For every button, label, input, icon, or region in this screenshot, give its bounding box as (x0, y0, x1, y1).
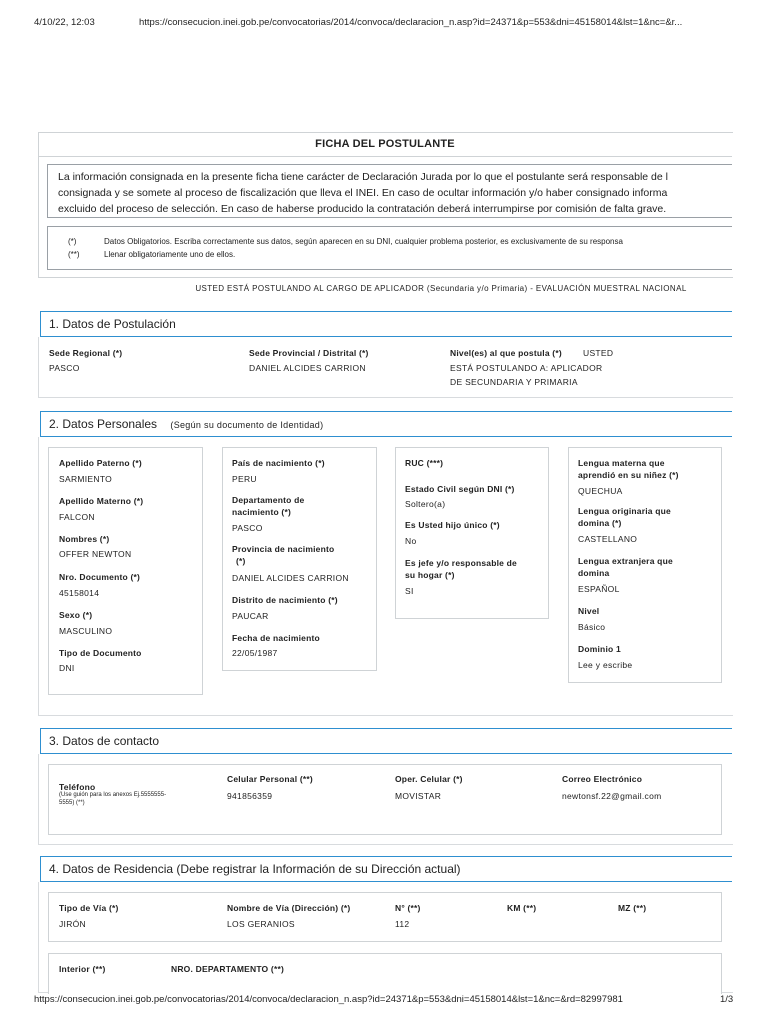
lengua-extranjera-value: ESPAÑOL (578, 584, 620, 594)
mz-label: MZ (**) (618, 903, 647, 913)
correo-value: newtonsf.22@gmail.com (562, 791, 662, 801)
celular-value: 941856359 (227, 791, 273, 801)
sexo-value: MASCULINO (59, 626, 113, 636)
pais-nacimiento-value: PERU (232, 474, 257, 484)
section-title: 3. Datos de contacto (49, 734, 160, 748)
section-contacto-header (40, 728, 732, 754)
nivel-postula-value: ESTÁ POSTULANDO A: APLICADOR (450, 363, 603, 373)
tipo-via-value: JIRÓN (59, 919, 86, 929)
tipo-via-label: Tipo de Vía (*) (59, 903, 119, 913)
jefe-hogar-value: SI (405, 586, 414, 596)
sede-provincial-value: DANIEL ALCIDES CARRION (249, 363, 366, 373)
jefe-hogar-label: su hogar (*) (405, 570, 455, 580)
notes-box (47, 226, 732, 270)
provincia-nacimiento-value: DANIEL ALCIDES CARRION (232, 573, 349, 583)
nivel-postula-value: DE SECUNDARIA Y PRIMARIA (450, 377, 578, 387)
hijo-unico-label: Es Usted hijo único (*) (405, 520, 500, 530)
apellido-paterno-value: SARMIENTO (59, 474, 113, 484)
nro-departamento-label: NRO. DEPARTAMENTO (**) (171, 964, 285, 974)
declaration-line: La información consignada en la presente ficha tiene carácter de Declaración Jurada por lo que el postulante será responsable de l (58, 171, 668, 183)
section-title: 1. Datos de Postulación (49, 317, 176, 331)
nivel-idioma-value: Básico (578, 622, 606, 632)
note-either (68, 250, 235, 259)
section-title: 4. Datos de Residencia (Debe registrar la Información de su Dirección actual) (49, 862, 461, 876)
lengua-extranjera-label: Lengua extranjera que (578, 556, 673, 566)
operador-value: MOVISTAR (395, 791, 442, 801)
nivel-postula-label: Nivel(es) al que postula (*) (450, 348, 562, 358)
correo-label: Correo Electrónico (562, 774, 643, 784)
km-label: KM (**) (507, 903, 537, 913)
section-residencia-header (40, 856, 732, 882)
jefe-hogar-label: Es jefe y/o responsable de (405, 558, 517, 568)
section-personales-header (40, 411, 732, 437)
nivel-postula-value: USTED (583, 348, 614, 358)
nro-documento-value: 45158014 (59, 588, 100, 598)
note-mark: (*) (68, 237, 77, 246)
departamento-nacimiento-label: nacimiento (*) (232, 507, 292, 517)
provincia-nacimiento-label: (*) (236, 556, 246, 566)
dominio-label: Dominio 1 (578, 644, 621, 654)
lengua-materna-label: aprendió en su niñez (*) (578, 470, 679, 480)
provincia-nacimiento-label: Provincia de nacimiento (232, 544, 335, 554)
personal-panel-3 (395, 447, 549, 619)
numero-value: 112 (395, 919, 410, 929)
lengua-originaria-label: domina (*) (578, 518, 622, 528)
section-postulacion-header (40, 311, 732, 337)
apellido-materno-label: Apellido Materno (*) (59, 496, 144, 506)
print-page-number: 1/3 (720, 994, 734, 1005)
telefono-hint: (Use guión para los anexos Ej.5555555- (59, 792, 167, 798)
print-url: https://consecucion.inei.gob.pe/convocatorias/2014/convoca/declaracion_n.asp?id=24371&p=553&dni=45158014&lst=1&nc=&r... (139, 17, 683, 28)
telefono-hint: 5555) (**) (59, 800, 85, 806)
telefono-label: Teléfono (59, 782, 96, 792)
section-subtitle: (Según su documento de Identidad) (170, 420, 324, 430)
lengua-materna-label: Lengua materna que (578, 458, 665, 468)
nro-documento-label: Nro. Documento (*) (59, 572, 141, 582)
nombre-via-value: LOS GERANIOS (227, 919, 295, 929)
celular-label: Celular Personal (**) (227, 774, 313, 784)
tipo-documento-value: DNI (59, 663, 75, 673)
note-mark: (**) (68, 250, 80, 259)
sede-regional-value: PASCO (49, 363, 80, 373)
estado-civil-value: Soltero(a) (405, 499, 446, 509)
dominio-value: Lee y escribe (578, 660, 633, 670)
print-datetime: 4/10/22, 12:03 (34, 17, 95, 28)
note-required (68, 237, 623, 246)
lengua-originaria-value: CASTELLANO (578, 534, 638, 544)
residencia-panel-2 (48, 953, 722, 994)
tipo-documento-label: Tipo de Documento (59, 648, 142, 658)
residencia-panel (48, 892, 722, 942)
departamento-nacimiento-label: Departamento de (232, 495, 305, 505)
nombres-label: Nombres (*) (59, 534, 110, 544)
distrito-nacimiento-value: PAUCAR (232, 611, 269, 621)
fecha-nacimiento-label: Fecha de nacimiento (232, 633, 320, 643)
page-title: FICHA DEL POSTULANTE (38, 132, 732, 157)
pais-nacimiento-label: País de nacimiento (*) (232, 458, 325, 468)
nivel-idioma-label: Nivel (578, 606, 600, 616)
print-footer-url: https://consecucion.inei.gob.pe/convocatorias/2014/convoca/declaracion_n.asp?id=24371&p=553&dni=45158014&lst=1&nc=&rd=82997981 (34, 994, 623, 1005)
ruc-label: RUC (***) (405, 458, 444, 468)
sede-regional-label: Sede Regional (*) (49, 348, 123, 358)
distrito-nacimiento-label: Distrito de nacimiento (*) (232, 595, 338, 605)
numero-label: N° (**) (395, 903, 421, 913)
hijo-unico-value: No (405, 536, 417, 546)
operador-label: Oper. Celular (*) (395, 774, 463, 784)
lengua-materna-value: QUECHUA (578, 486, 623, 496)
interior-label: Interior (**) (59, 964, 106, 974)
estado-civil-label: Estado Civil según DNI (*) (405, 484, 515, 494)
note-text: Datos Obligatorios. Escriba correctamente sus datos, según aparecen en su DNI, cualquier problema posterior, es exclusivamente de su responsa (104, 237, 623, 246)
fecha-nacimiento-value: 22/05/1987 (232, 648, 278, 658)
cargo-line: USTED ESTÁ POSTULANDO AL CARGO DE APLICADOR (Secundaria y/o Primaria) - EVALUACIÓN MUESTRAL NACIONAL (195, 284, 687, 293)
nombre-via-label: Nombre de Vía (Dirección) (*) (227, 903, 351, 913)
apellido-paterno-label: Apellido Paterno (*) (59, 458, 142, 468)
section-title: 2. Datos Personales (49, 417, 158, 431)
declaration-box (47, 164, 732, 218)
sexo-label: Sexo (*) (59, 610, 93, 620)
note-text: Llenar obligatoriamente uno de ellos. (104, 250, 236, 259)
departamento-nacimiento-value: PASCO (232, 523, 263, 533)
lengua-originaria-label: Lengua originaria que (578, 506, 671, 516)
sede-provincial-label: Sede Provincial / Distrital (*) (249, 348, 369, 358)
lengua-extranjera-label: domina (578, 568, 610, 578)
apellido-materno-value: FALCON (59, 512, 95, 522)
declaration-line: consignada y se somete al proceso de fiscalización que lleva el INEI. En caso de ocultar información y/o haber consignado informa (58, 187, 668, 199)
section-postulacion-body (38, 337, 733, 398)
declaration-line: excluido del proceso de selección. En caso de haberse producido la contratación deberá interrumpirse por comisión de falta grave. (58, 203, 667, 215)
nombres-value: OFFER NEWTON (59, 549, 132, 559)
